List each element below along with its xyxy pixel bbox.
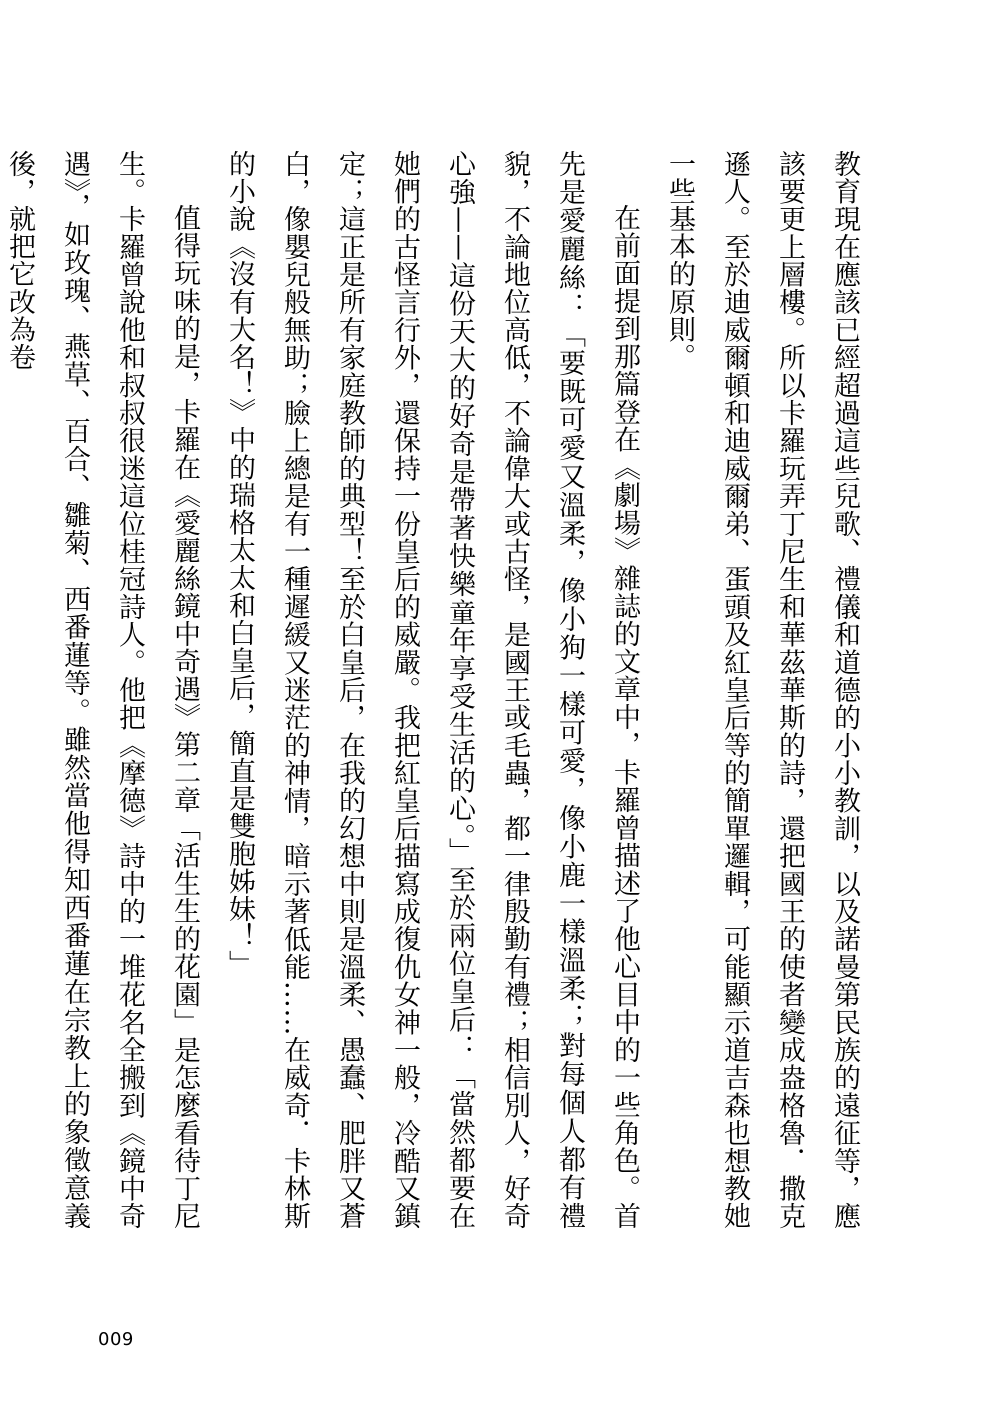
page-number: 009: [98, 1329, 134, 1350]
paragraph-3: 值得玩味的是，卡羅在《愛麗絲鏡中奇遇》第二章「活生生的花園」是怎麼看待丁尼生。卡羅曾說他和叔叔很迷這位桂冠詩人。他把《摩德》詩中的一堆花名全搬到《鏡中奇遇》，如玫瑰、燕草、百合、雛菊、西番蓮等。雖然當他得知西番蓮在宗教上的象徵意義後，就把它改為卷: [4, 150, 200, 1230]
paragraph-1: 教育現在應該已經超過這些兒歌、禮儀和道德的小小教訓，以及諾曼第民族的遠征等，應該要更上層樓。所以卡羅玩弄丁尼生和華茲華斯的詩，還把國王的使者變成盎格魯．撒克遜人。至於迪威爾頓和迪威爾弟、蛋頭及紅皇后等的簡單邏輯，可能顯示道吉森也想教她一些基本的原則。: [664, 150, 860, 1230]
paragraph-2: 在前面提到那篇登在《劇場》雜誌的文章中，卡羅曾描述了他心目中的一些角色。首先是愛麗絲：「要既可愛又溫柔，像小狗一樣可愛，像小鹿一樣溫柔；對每個人都有禮貌，不論地位高低，不論偉大或古怪，是國王或毛蟲，都一律殷勤有禮；相信別人，好奇心強——這份天大的好奇是帶著快樂童年享受生活的心。」至於兩位皇后：「當然都要在她們的古怪言行外，還保持一份皇后的威嚴。我把紅皇后描寫成復仇女神一般，冷酷又鎮定；這正是所有家庭教師的典型！至於白皇后，在我的幻想中則是溫柔、愚蠢、肥胖又蒼白，像嬰兒般無助；臉上總是有一種遲緩又迷茫的神情，暗示著低能……在威奇．卡林斯的小說《沒有大名！》中的瑞格太太和白皇后，簡直是雙胞姊妹！」: [224, 150, 640, 1230]
vertical-text-body: [4, 150, 872, 1230]
